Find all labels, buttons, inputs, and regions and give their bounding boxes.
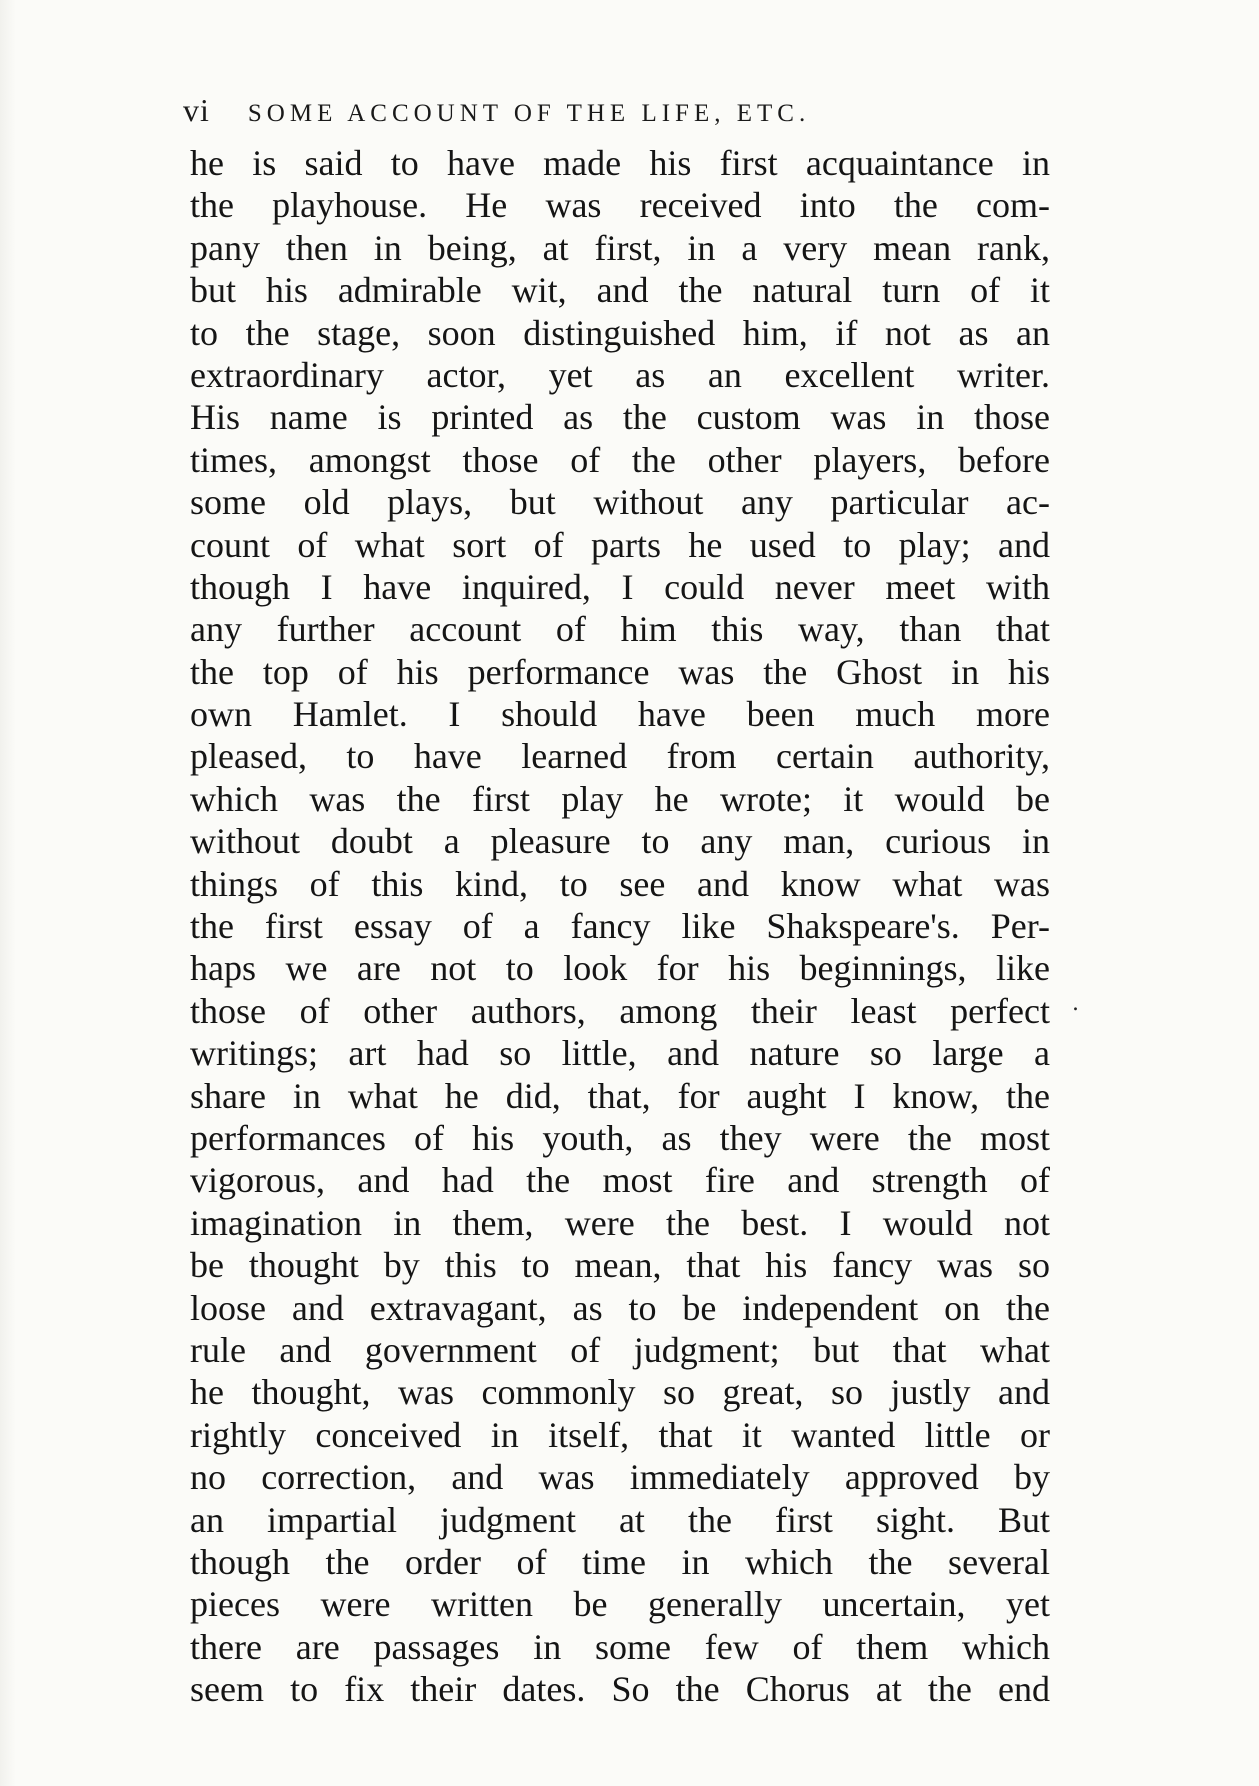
text-line: times, amongst those of the other players, before — [190, 439, 1050, 480]
page-header — [183, 92, 1043, 134]
text-line: the first essay of a fancy like Shakspeare's. Per- — [190, 906, 1050, 947]
print-mark: . — [1072, 991, 1079, 1016]
text-line: haps we are not to look for his beginnings, like — [190, 948, 1050, 989]
text-line: he thought, was commonly so great, so justly and — [190, 1372, 1050, 1413]
text-line: pieces were written be generally uncertain, yet — [190, 1584, 1050, 1625]
text-line: performances of his youth, as they were the most — [190, 1117, 1050, 1158]
text-line: be thought by this to mean, that his fancy was so — [190, 1245, 1050, 1286]
text-line: rightly conceived in itself, that it wanted little or — [190, 1414, 1050, 1455]
text-line: an impartial judgment at the first sight. But — [190, 1499, 1050, 1540]
text-line: share in what he did, that, for aught I know, the — [190, 1075, 1050, 1116]
text-line: though the order of time in which the several — [190, 1541, 1050, 1582]
text-line: but his admirable wit, and the natural turn of it — [190, 270, 1050, 311]
text-line: though I have inquired, I could never meet with — [190, 566, 1050, 607]
text-line: to the stage, soon distinguished him, if not as an — [190, 312, 1050, 353]
page-edge-shadow — [0, 0, 16, 1786]
text-line: own Hamlet. I should have been much more — [190, 694, 1050, 735]
text-line: pleased, to have learned from certain authority, — [190, 736, 1050, 777]
text-line: writings; art had so little, and nature so large a — [190, 1033, 1050, 1074]
text-line: any further account of him this way, than that — [190, 609, 1050, 650]
page-number: vi — [183, 92, 210, 128]
text-line: pany then in being, at first, in a very mean rank, — [190, 227, 1050, 268]
text-line: rule and government of judgment; but that what — [190, 1329, 1050, 1370]
text-line: His name is printed as the custom was in those — [190, 397, 1050, 438]
text-line: things of this kind, to see and know what was — [190, 863, 1050, 904]
text-line: those of other authors, among their least perfect — [190, 990, 1050, 1031]
running-title: SOME ACCOUNT OF THE LIFE, ETC. — [247, 100, 811, 127]
text-line: count of what sort of parts he used to play; and — [190, 524, 1050, 565]
text-line: he is said to have made his first acquaintance in — [190, 143, 1050, 183]
text-line: extraordinary actor, yet as an excellent writer. — [190, 354, 1050, 395]
text-line: without doubt a pleasure to any man, curious in — [190, 821, 1050, 862]
text-line: which was the first play he wrote; it would be — [190, 778, 1050, 819]
text-line: the playhouse. He was received into the com- — [190, 185, 1050, 226]
text-line: seem to fix their dates. So the Chorus at the end — [190, 1669, 1050, 1710]
text-line: there are passages in some few of them which — [190, 1626, 1050, 1667]
text-line: loose and extravagant, as to be independent on the — [190, 1287, 1050, 1328]
body-text — [190, 142, 1050, 1710]
text-line: imagination in them, were the best. I would not — [190, 1202, 1050, 1243]
text-line: vigorous, and had the most fire and strength of — [190, 1160, 1050, 1201]
text-line: some old plays, but without any particular ac- — [190, 482, 1050, 523]
text-line: the top of his performance was the Ghost in his — [190, 651, 1050, 692]
text-line: no correction, and was immediately approved by — [190, 1457, 1050, 1498]
